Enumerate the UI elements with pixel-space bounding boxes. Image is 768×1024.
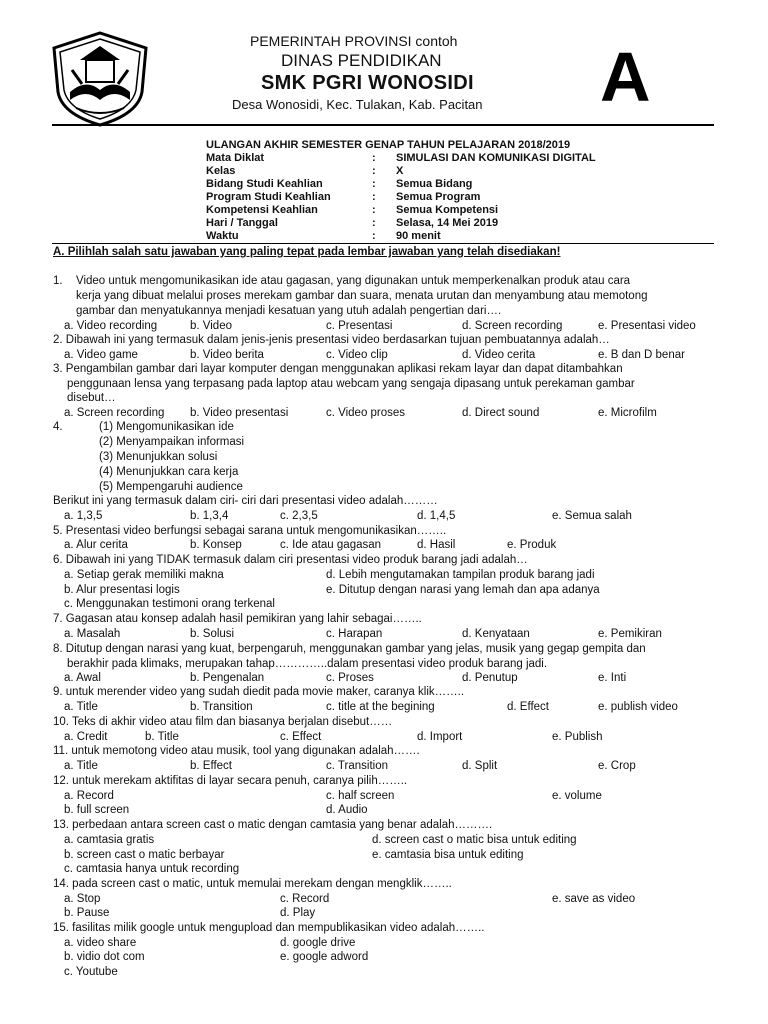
answer-option: e. Semua salah bbox=[552, 510, 632, 522]
question-text: 14. pada screen cast o matic, untuk memulai merekam dengan mengklik…….. bbox=[53, 878, 452, 890]
question-text: 12. untuk merekam aktifitas di layar secara penuh, caranya pilih…….. bbox=[53, 775, 408, 787]
answer-option: c. Record bbox=[280, 893, 330, 905]
info-sep: : bbox=[372, 178, 376, 190]
answer-option: a. Title bbox=[64, 760, 98, 772]
question-text: 15. fasilitas milik google untuk mengupload dan mempublikasikan video adalah…….. bbox=[53, 922, 485, 934]
question-text: disebut… bbox=[67, 392, 116, 404]
question-text: 7. Gagasan atau konsep adalah hasil pemikiran yang lahir sebagai…….. bbox=[53, 613, 422, 625]
exam-title: ULANGAN AKHIR SEMESTER GENAP TAHUN PELAJARAN 2018/2019 bbox=[206, 139, 571, 151]
answer-option: c. Harapan bbox=[326, 628, 383, 640]
list-item: (1) Mengomunikasikan ide bbox=[99, 421, 234, 433]
question-text: 11. untuk memotong video atau musik, tool yang digunakan adalah……. bbox=[53, 745, 420, 757]
answer-option: b. screen cast o matic berbayar bbox=[64, 849, 225, 861]
answer-option: c. Ide atau gagasan bbox=[280, 539, 382, 551]
info-sep: : bbox=[372, 204, 376, 216]
answer-option: c. title at the begining bbox=[326, 701, 435, 713]
exam-variant-letter: A bbox=[600, 38, 651, 116]
answer-option: e. Pemikiran bbox=[598, 628, 662, 640]
answer-option: d. Audio bbox=[326, 804, 368, 816]
answer-option: e. publish video bbox=[598, 701, 678, 713]
answer-option: e. camtasia bisa untuk editing bbox=[372, 849, 524, 861]
answer-option: d. Import bbox=[417, 731, 463, 743]
info-label: Hari / Tanggal bbox=[206, 217, 278, 229]
question-text: 9. untuk merender video yang sudah diedit pada movie maker, caranya klik…….. bbox=[53, 686, 465, 698]
section-instruction: A. Pilihlah salah satu jawaban yang paling tepat pada lembar jawaban yang telah disediakan! bbox=[53, 246, 561, 258]
answer-option: d. Hasil bbox=[417, 539, 456, 551]
answer-option: d. Penutup bbox=[462, 672, 518, 684]
answer-option: e. Microfilm bbox=[598, 407, 657, 419]
answer-option: e. google adword bbox=[280, 951, 369, 963]
answer-option: d. Effect bbox=[507, 701, 549, 713]
header-government: PEMERINTAH PROVINSI contoh bbox=[250, 33, 458, 49]
answer-option: b. vidio dot com bbox=[64, 951, 145, 963]
answer-option: b. Video bbox=[190, 320, 232, 332]
answer-option: d. Video cerita bbox=[462, 349, 536, 361]
info-sep: : bbox=[372, 165, 376, 177]
list-item: (5) Mempengaruhi audience bbox=[99, 481, 243, 493]
answer-option: d. Split bbox=[462, 760, 498, 772]
answer-option: a. Setiap gerak memiliki makna bbox=[64, 569, 224, 581]
regency-logo bbox=[46, 30, 154, 128]
answer-option: c. Video proses bbox=[326, 407, 406, 419]
answer-option: b. Video berita bbox=[190, 349, 264, 361]
answer-option: a. Credit bbox=[64, 731, 108, 743]
answer-option: c. Presentasi bbox=[326, 320, 393, 332]
answer-option: d. Screen recording bbox=[462, 320, 563, 332]
header-divider bbox=[52, 124, 714, 126]
answer-option: d. screen cast o matic bisa untuk editing bbox=[372, 834, 577, 846]
info-value: Semua Kompetensi bbox=[396, 204, 499, 216]
answer-option: a. Video recording bbox=[64, 320, 158, 332]
list-item: (4) Menunjukkan cara kerja bbox=[99, 466, 239, 478]
answer-option: e. Inti bbox=[598, 672, 627, 684]
answer-option: e. Publish bbox=[552, 731, 603, 743]
list-item: (3) Menunjukkan solusi bbox=[99, 451, 218, 463]
list-item: (2) Menyampaikan informasi bbox=[99, 436, 245, 448]
answer-option: d. 1,4,5 bbox=[417, 510, 456, 522]
answer-option: b. Pause bbox=[64, 907, 110, 919]
answer-option: b. Effect bbox=[190, 760, 232, 772]
info-value: Selasa, 14 Mei 2019 bbox=[396, 217, 499, 229]
answer-option: b. Video presentasi bbox=[190, 407, 289, 419]
question-text: 13. perbedaan antara screen cast o matic dengan camtasia yang benar adalah………. bbox=[53, 819, 493, 831]
answer-option: e. volume bbox=[552, 790, 602, 802]
answer-option: d. Lebih mengutamakan tampilan produk barang jadi bbox=[326, 569, 595, 581]
question-number: 4. bbox=[53, 421, 63, 433]
answer-option: e. Crop bbox=[598, 760, 636, 772]
answer-option: b. full screen bbox=[64, 804, 130, 816]
question-number: 1. bbox=[53, 275, 63, 287]
info-label: Mata Diklat bbox=[206, 152, 265, 164]
question-text: gambar dan menyatukannya menjadi kesatuan yang utuh adalah pengertian dari…. bbox=[76, 305, 502, 317]
answer-option: a. Title bbox=[64, 701, 98, 713]
info-label: Waktu bbox=[206, 230, 239, 242]
question-text: 5. Presentasi video berfungsi sebagai sarana untuk mengomunikasikan…….. bbox=[53, 525, 447, 537]
info-value: Semua Bidang bbox=[396, 178, 473, 190]
info-label: Kelas bbox=[206, 165, 236, 177]
answer-option: c. Menggunakan testimoni orang terkenal bbox=[64, 598, 275, 610]
answer-option: a. 1,3,5 bbox=[64, 510, 103, 522]
answer-option: c. camtasia hanya untuk recording bbox=[64, 863, 240, 875]
question-text: Berikut ini yang termasuk dalam ciri- ciri dari presentasi video adalah……… bbox=[53, 495, 438, 507]
info-label: Bidang Studi Keahlian bbox=[206, 178, 323, 190]
question-text: 8. Ditutup dengan narasi yang kuat, berpengaruh, menggunakan gambar yang jelas, musik yang gegap gempita dan bbox=[53, 643, 646, 655]
answer-option: d. Play bbox=[280, 907, 316, 919]
question-text: 10. Teks di akhir video atau film dan biasanya berjalan disebut…… bbox=[53, 716, 393, 728]
answer-option: d. google drive bbox=[280, 937, 356, 949]
answer-option: a. video share bbox=[64, 937, 137, 949]
question-text: 6. Dibawah ini yang TIDAK termasuk dalam ciri presentasi video produk barang jadi adalah… bbox=[53, 554, 528, 566]
answer-option: e. Ditutup dengan narasi yang lemah dan apa adanya bbox=[326, 584, 600, 596]
answer-option: e. B dan D benar bbox=[598, 349, 685, 361]
info-label: Kompetensi Keahlian bbox=[206, 204, 318, 216]
info-value: SIMULASI DAN KOMUNIKASI DIGITAL bbox=[396, 152, 596, 164]
info-label: Program Studi Keahlian bbox=[206, 191, 331, 203]
info-divider bbox=[52, 243, 714, 244]
answer-option: b. 1,3,4 bbox=[190, 510, 229, 522]
answer-option: d. Direct sound bbox=[462, 407, 540, 419]
info-sep: : bbox=[372, 230, 376, 242]
info-value: Semua Program bbox=[396, 191, 481, 203]
answer-option: a. Screen recording bbox=[64, 407, 165, 419]
answer-option: c. Effect bbox=[280, 731, 322, 743]
answer-option: b. Pengenalan bbox=[190, 672, 265, 684]
answer-option: b. Solusi bbox=[190, 628, 235, 640]
header-address: Desa Wonosidi, Kec. Tulakan, Kab. Pacitan bbox=[232, 97, 483, 112]
header-school: SMK PGRI WONOSIDI bbox=[261, 72, 474, 94]
answer-option: b. Title bbox=[145, 731, 179, 743]
answer-option: d. Kenyataan bbox=[462, 628, 530, 640]
answer-option: e. Presentasi video bbox=[598, 320, 696, 332]
answer-option: b. Konsep bbox=[190, 539, 242, 551]
info-sep: : bbox=[372, 191, 376, 203]
answer-option: c. Video clip bbox=[326, 349, 388, 361]
info-value: 90 menit bbox=[396, 230, 441, 242]
question-text: 2. Dibawah ini yang termasuk dalam jenis-jenis presentasi video berdasarkan tujuan pembuatannya adalah… bbox=[53, 334, 610, 346]
info-sep: : bbox=[372, 152, 376, 164]
answer-option: a. Video game bbox=[64, 349, 138, 361]
answer-option: c. Transition bbox=[326, 760, 388, 772]
question-text: penggunaan lensa yang terpasang pada laptop atau webcam yang sengaja dipasang untuk perekaman gambar bbox=[67, 378, 635, 390]
question-text: berakhir pada klimaks, merupakan tahap…………..dalam presentasi video produk barang jadi. bbox=[67, 658, 548, 670]
question-text: kerja yang dibuat melalui proses merekam gambar dan suara, menata urutan dan menyambung atau memotong bbox=[76, 290, 648, 302]
answer-option: c. Youtube bbox=[64, 966, 118, 978]
answer-option: c. half screen bbox=[326, 790, 395, 802]
answer-option: c. Proses bbox=[326, 672, 374, 684]
answer-option: e. save as video bbox=[552, 893, 636, 905]
answer-option: b. Alur presentasi logis bbox=[64, 584, 180, 596]
answer-option: b. Transition bbox=[190, 701, 253, 713]
answer-option: a. Masalah bbox=[64, 628, 121, 640]
info-sep: : bbox=[372, 217, 376, 229]
question-text: 3. Pengambilan gambar dari layar komputer dengan menggunakan aplikasi rekam layar dan dapat ditambahkan bbox=[53, 363, 623, 375]
answer-option: a. Record bbox=[64, 790, 114, 802]
info-value: X bbox=[396, 165, 404, 177]
answer-option: a. Stop bbox=[64, 893, 101, 905]
answer-option: a. Alur cerita bbox=[64, 539, 128, 551]
question-text: Video untuk mengomunikasikan ide atau gagasan, yang digunakan untuk memperkenalkan produk atau cara bbox=[76, 275, 631, 287]
answer-option: a. Awal bbox=[64, 672, 101, 684]
header-department: DINAS PENDIDIKAN bbox=[281, 51, 442, 70]
answer-option: a. camtasia gratis bbox=[64, 834, 155, 846]
answer-option: e. Produk bbox=[507, 539, 557, 551]
answer-option: c. 2,3,5 bbox=[280, 510, 318, 522]
